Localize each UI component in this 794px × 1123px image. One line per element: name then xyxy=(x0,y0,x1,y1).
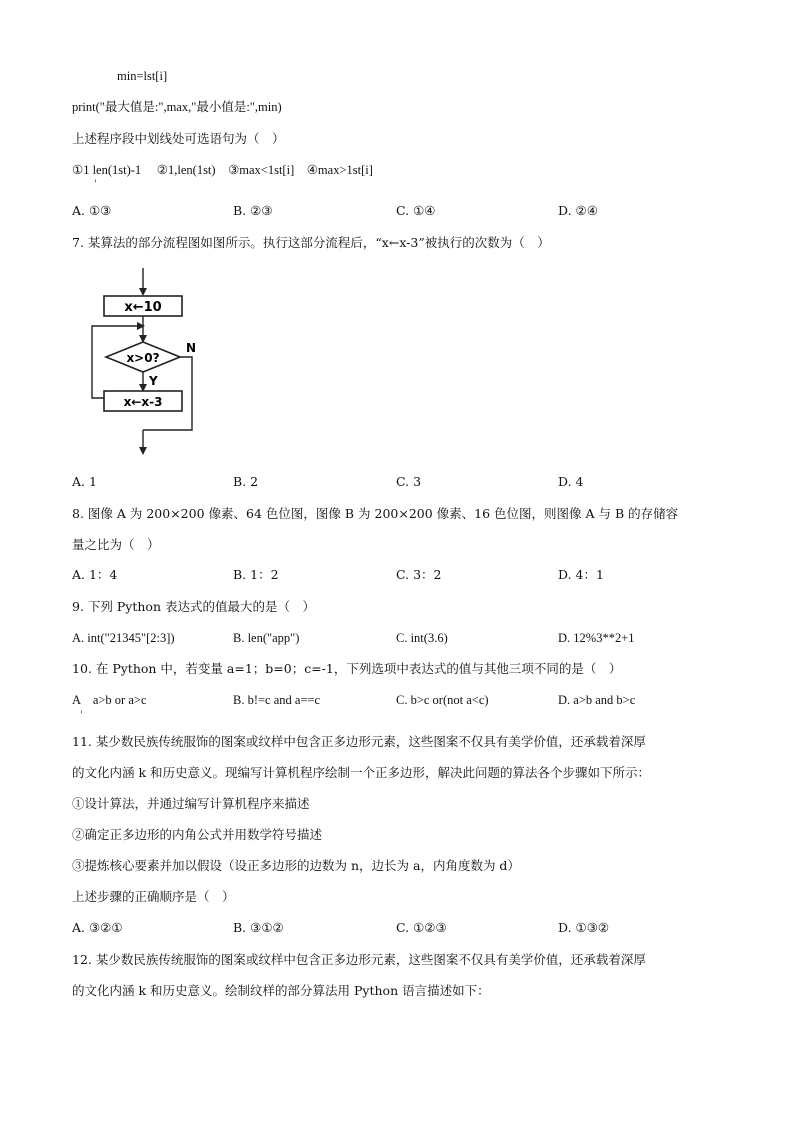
q10-option-d[interactable]: D. a>b and b>c xyxy=(558,693,636,707)
q7-option-c[interactable]: C. 3 xyxy=(396,474,422,489)
q11-step2: ②确定正多边形的内角公式并用数学符号描述 xyxy=(72,827,323,842)
q12-stem-line2: 的文化内涵 k 和历史意义。绘制纹样的部分算法用 Python 语言描述如下： xyxy=(72,983,490,998)
q7-option-b[interactable]: B. 2 xyxy=(233,474,259,489)
q8-option-b[interactable]: B. 1：2 xyxy=(233,567,279,582)
flow-condition-label: x>0? xyxy=(126,351,160,365)
q12-stem-line1: 12. 某少数民族传统服饰的图案或纹样中包含正多边形元素，这些图案不仅具有美学价值，还承载着深厚 xyxy=(72,952,646,967)
q11-step3: ③提炼核心要素并加以假设（设正多边形的边数为 n，边长为 a，内角度数为 d） xyxy=(72,858,520,873)
q9-option-a[interactable]: A. int("21345"[2:3]) xyxy=(72,631,175,645)
q11-option-a[interactable]: A. ③②① xyxy=(72,920,123,935)
q8-stem-line1: 8. 图像 A 为 200×200 像素、64 色位图，图像 B 为 200×200 像素、16 色位图，则图像 A 与 B 的存储容 xyxy=(72,506,679,521)
q8-option-a[interactable]: A. 1：4 xyxy=(72,567,118,582)
q7-option-a[interactable]: A. 1 xyxy=(72,474,97,489)
flow-yes-label: Y xyxy=(149,374,158,388)
flow-no-label: N xyxy=(186,341,197,355)
q11-option-b[interactable]: B. ③①② xyxy=(233,920,284,935)
q11-stem-line2: 的文化内涵 k 和历史意义。现编写计算机程序绘制一个正多边形，解决此问题的算法各个步骤如下所示： xyxy=(72,765,651,780)
q7-stem: 7. 某算法的部分流程图如图所示。执行这部分流程后，“x←x-3”被执行的次数为（ ） xyxy=(72,235,550,250)
q8-option-d[interactable]: D. 4：1 xyxy=(558,567,604,582)
q11-option-c[interactable]: C. ①②③ xyxy=(396,920,447,935)
flowchart-diagram xyxy=(88,262,208,457)
q6-option-c[interactable]: C. ①④ xyxy=(396,203,436,218)
q9-stem: 9. 下列 Python 表达式的值最大的是（ ） xyxy=(72,599,315,614)
q11-step1: ①设计算法，并通过编写计算机程序来描述 xyxy=(72,796,310,811)
q6-option-a[interactable]: A. ①③ xyxy=(72,203,112,218)
q7-option-d[interactable]: D. 4 xyxy=(558,474,584,489)
q8-option-c[interactable]: C. 3：2 xyxy=(396,567,442,582)
q11-stem-line1: 11. 某少数民族传统服饰的图案或纹样中包含正多边形元素，这些图案不仅具有美学价值，还承载着深厚 xyxy=(72,734,646,749)
q10-stem: 10. 在 Python 中，若变量 a=1；b=0；c=-1，下列选项中表达式的值与其他三项不同的是（ ） xyxy=(72,661,622,676)
flow-init-label: x←10 xyxy=(124,300,162,315)
q6-choices: ①1 len(1st)-1 ②1,len(1st) ③max<1st[i] ④max>1st[i] xyxy=(72,163,373,177)
q8-stem-line2: 量之比为（ ） xyxy=(72,537,160,552)
q11-prompt: 上述步骤的正确顺序是（ ） xyxy=(72,889,235,904)
q6-prompt: 上述程序段中划线处可选语句为（ ） xyxy=(72,131,285,146)
stray-mark: ' xyxy=(94,179,97,190)
q6-option-b[interactable]: B. ②③ xyxy=(233,203,273,218)
stray-mark-2: ' xyxy=(80,710,83,721)
q9-option-b[interactable]: B. len("app") xyxy=(233,631,300,645)
flow-step-label: x←x-3 xyxy=(123,395,163,409)
q10-option-a[interactable]: A a>b or a>c xyxy=(72,693,147,707)
q6-option-d[interactable]: D. ②④ xyxy=(558,203,598,218)
q10-option-c[interactable]: C. b>c or(not a<c) xyxy=(396,693,489,707)
q10-option-b[interactable]: B. b!=c and a==c xyxy=(233,693,321,707)
q9-option-c[interactable]: C. int(3.6) xyxy=(396,631,448,645)
code-line-print: print("最大值是:",max,"最小值是:",min) xyxy=(72,100,282,114)
q9-option-d[interactable]: D. 12%3**2+1 xyxy=(558,631,635,645)
code-line-min: min=lst[i] xyxy=(117,69,168,83)
q11-option-d[interactable]: D. ①③② xyxy=(558,920,610,935)
